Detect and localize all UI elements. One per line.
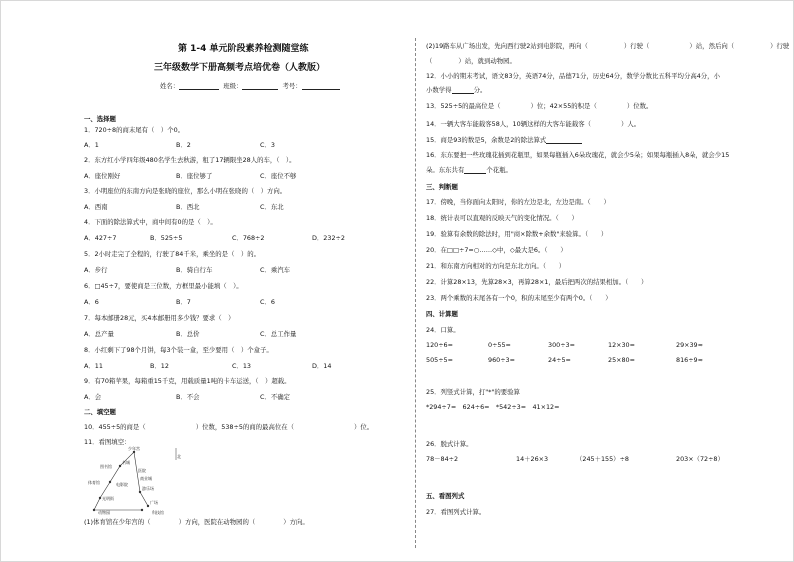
- option[interactable]: C．不确定: [260, 393, 291, 401]
- option[interactable]: A．6: [84, 298, 99, 306]
- option[interactable]: A．座位刚好: [84, 172, 121, 180]
- question-21: 21．和东南方向相对的方向是东北方向。（ ）: [426, 262, 566, 270]
- map-label: 动物园: [98, 510, 110, 515]
- question-19: 19．验算有余数的除法时，用"商×除数+余数"来验算。（ ）: [426, 230, 608, 238]
- option[interactable]: A．427÷7: [84, 234, 117, 242]
- page-subtitle: 三年级数学下册高频考点培优卷（人教版）: [154, 63, 326, 73]
- stepwise-calc: （245＋155）÷8: [576, 455, 629, 463]
- question-20: 20．在□□÷7=○……◇中，◇最大是6。（ ）: [426, 246, 567, 254]
- question-27: 27．看图列式计算。: [426, 508, 486, 516]
- oral-calc: 0÷55=: [488, 341, 511, 349]
- map-label: 商业城: [140, 476, 152, 481]
- oral-calc: 12×30=: [608, 341, 635, 349]
- map-label: 广场: [150, 500, 158, 505]
- question-5: 5．2小时走完了全程的，行驶了84千米，乘坐的是（ ）的。: [84, 250, 261, 258]
- student-info-line: [160, 82, 340, 90]
- direction-map: [86, 446, 182, 516]
- map-label: 光明街: [102, 496, 114, 501]
- option[interactable]: D．14: [312, 362, 332, 370]
- section-heading: 二、填空题: [84, 408, 116, 416]
- question-14: 14．一辆大客车能载客58人，10辆这样的大客车能载客（ ）人。: [426, 120, 641, 128]
- option[interactable]: C．座位不够: [260, 172, 297, 180]
- option[interactable]: A．11: [84, 362, 103, 370]
- stepwise-calc: 203×（72÷8）: [676, 455, 724, 463]
- map-label: 少年宫: [128, 446, 140, 451]
- option[interactable]: B．座位够了: [176, 172, 213, 180]
- option[interactable]: B．骑自行车: [176, 266, 213, 274]
- north-label: 北: [177, 454, 181, 459]
- question-26: 26．脱式计算。: [426, 440, 473, 448]
- question-11-1: (1)体育馆在少年宫的（ ）方向，医院在动物园的（ ）方向。: [84, 518, 309, 526]
- section-heading: 五、看图列式: [426, 492, 465, 500]
- option[interactable]: C．768÷2: [232, 234, 265, 242]
- option[interactable]: C．东北: [260, 203, 284, 211]
- question-25: 25．列竖式计算，打"*"的要验算: [426, 388, 520, 396]
- question-1: 1．720÷8的商末尾有（ ）个0。: [84, 126, 185, 134]
- question-24: 24．口算。: [426, 326, 460, 334]
- question-10: 10．455÷5的商是（ ）位数，538÷5的商的最高位在（ ）位。: [84, 423, 374, 431]
- oral-calc: 960÷3=: [488, 356, 515, 364]
- answer-blank[interactable]: [546, 137, 582, 144]
- map-label: 体育馆: [88, 480, 100, 485]
- map-label: 医院: [138, 468, 146, 473]
- question-7: 7．每本邮册28元，买4本邮册用多少钱？要求（ ）: [84, 314, 235, 322]
- option[interactable]: C．6: [260, 298, 275, 306]
- question-2: 2．东方红小学四年级480名学生去秋游，租了17辆限坐28人的车，（ ）。: [84, 156, 296, 164]
- section-heading: 一、选择题: [84, 115, 116, 123]
- question-11: 11．看图填空：: [84, 438, 131, 446]
- stepwise-calc: 78－84÷2: [426, 455, 459, 463]
- question-15: 15．商是93的数是5，余数是2的除法算式: [426, 136, 582, 144]
- question-12: 12．小小的期末考试，语文83分，英语74分，品德71分，历史64分，数学分数比五科平均分高4分，小: [426, 72, 720, 80]
- section-heading: 四、计算题: [426, 310, 458, 318]
- vertical-calc-items: *294÷7= 624÷6= *542÷3= 41×12=: [426, 403, 560, 411]
- class-label: 班级：: [223, 82, 243, 90]
- question-13: 13．525÷5的最高位是（ ）位；42×55的积是（ ）位数。: [426, 102, 653, 110]
- option[interactable]: A．会: [84, 393, 102, 401]
- question-8: 8．小红剩下了98个月饼，每3个装一盒，至少要用（ ）个盒子。: [84, 346, 273, 354]
- exam-no-label: 考号：: [282, 82, 302, 90]
- question-6: 6．□45÷7，要使商是三位数，方框里最小能填（ ）。: [84, 282, 243, 290]
- page-title: 第 1-4 单元阶段素养检测随堂练: [178, 44, 309, 54]
- oral-calc: 24÷5=: [548, 356, 571, 364]
- oral-calc: 25×80=: [608, 356, 635, 364]
- map-label: 科技馆: [152, 510, 164, 515]
- option[interactable]: B．525÷5: [150, 234, 183, 242]
- option[interactable]: A．步行: [84, 266, 108, 274]
- class-blank[interactable]: [242, 83, 278, 90]
- question-3: 3．小明座位的东南方向是张晓的座位，那么小明在张晓的（ ）方向。: [84, 187, 287, 195]
- map-nodes: [93, 451, 149, 511]
- question-18: 18．统计表可以直观的反映天气的变化情况。（ ）: [426, 214, 578, 222]
- option[interactable]: A．1: [84, 141, 99, 149]
- option[interactable]: C．乘汽车: [260, 266, 291, 274]
- option[interactable]: B．西北: [176, 203, 200, 211]
- answer-blank[interactable]: [464, 167, 486, 174]
- option[interactable]: C．总工作量: [260, 330, 297, 338]
- option[interactable]: B．总价: [176, 330, 200, 338]
- name-blank[interactable]: [179, 83, 219, 90]
- question-16: 16．东东要把一些玫瑰花插到花瓶里，如果每瓶插入6朵玫瑰花，就会少5朵；如果每瓶插入8朵，就会少15: [426, 151, 730, 159]
- column-divider: [415, 38, 416, 548]
- map-roads: [94, 452, 148, 510]
- oral-calc: 29×39≈: [676, 341, 703, 349]
- question-9: 9．有70箱苹果，每箱重15千克，用载质量1吨的卡车运送，（ ）超载。: [84, 377, 291, 385]
- oral-calc: 816÷9≈: [676, 356, 703, 364]
- option[interactable]: B．12: [150, 362, 169, 370]
- question-22: 22．计算28×13，先算28×3，再算28×1，最后把两次的结果相加。（ ）: [426, 278, 648, 286]
- question-23: 23．两个乘数的末尾各有一个0，积的末尾至少有两个0。（ ）: [426, 294, 612, 302]
- map-label: 电影院: [116, 482, 128, 487]
- option[interactable]: C．13: [232, 362, 251, 370]
- section-heading: 三、判断题: [426, 183, 458, 191]
- question-11-2: (2)19路车从广场出发，先向西行驶2站到电影院，再向（ ）行驶（ ）站，然后向（ ）行驶: [426, 42, 790, 50]
- exam-no-blank[interactable]: [302, 83, 340, 90]
- question-11-2-cont: （ ）站，就到动物园。: [426, 57, 516, 65]
- map-label: 图书馆: [100, 464, 112, 469]
- oral-calc: 505÷5=: [426, 356, 453, 364]
- question-16-cont: 朵。东东共有 个花瓶。: [426, 166, 512, 174]
- option[interactable]: B．2: [176, 141, 191, 149]
- stepwise-calc: 14＋26×3: [516, 455, 549, 463]
- question-17: 17．傍晚，当你面向太阳时，你的左边是北，左边是南。（ ）: [426, 198, 610, 206]
- question-4: 4．下面的除法算式中，商中间有0的是（ ）。: [84, 218, 217, 226]
- option[interactable]: B．7: [176, 298, 191, 306]
- question-12-cont: 小数学得 分。: [426, 86, 487, 94]
- map-label: 书城: [122, 460, 130, 465]
- option[interactable]: C．3: [260, 141, 275, 149]
- answer-blank[interactable]: [452, 87, 474, 94]
- option[interactable]: B．不会: [176, 393, 200, 401]
- oral-calc: 300÷3=: [548, 341, 575, 349]
- map-label: 游乐场: [142, 486, 154, 491]
- oral-calc: 120÷6=: [426, 341, 453, 349]
- option[interactable]: D．232÷2: [312, 234, 345, 242]
- option[interactable]: A．总产量: [84, 330, 114, 338]
- name-label: 姓名：: [160, 82, 180, 90]
- option[interactable]: A．西南: [84, 203, 108, 211]
